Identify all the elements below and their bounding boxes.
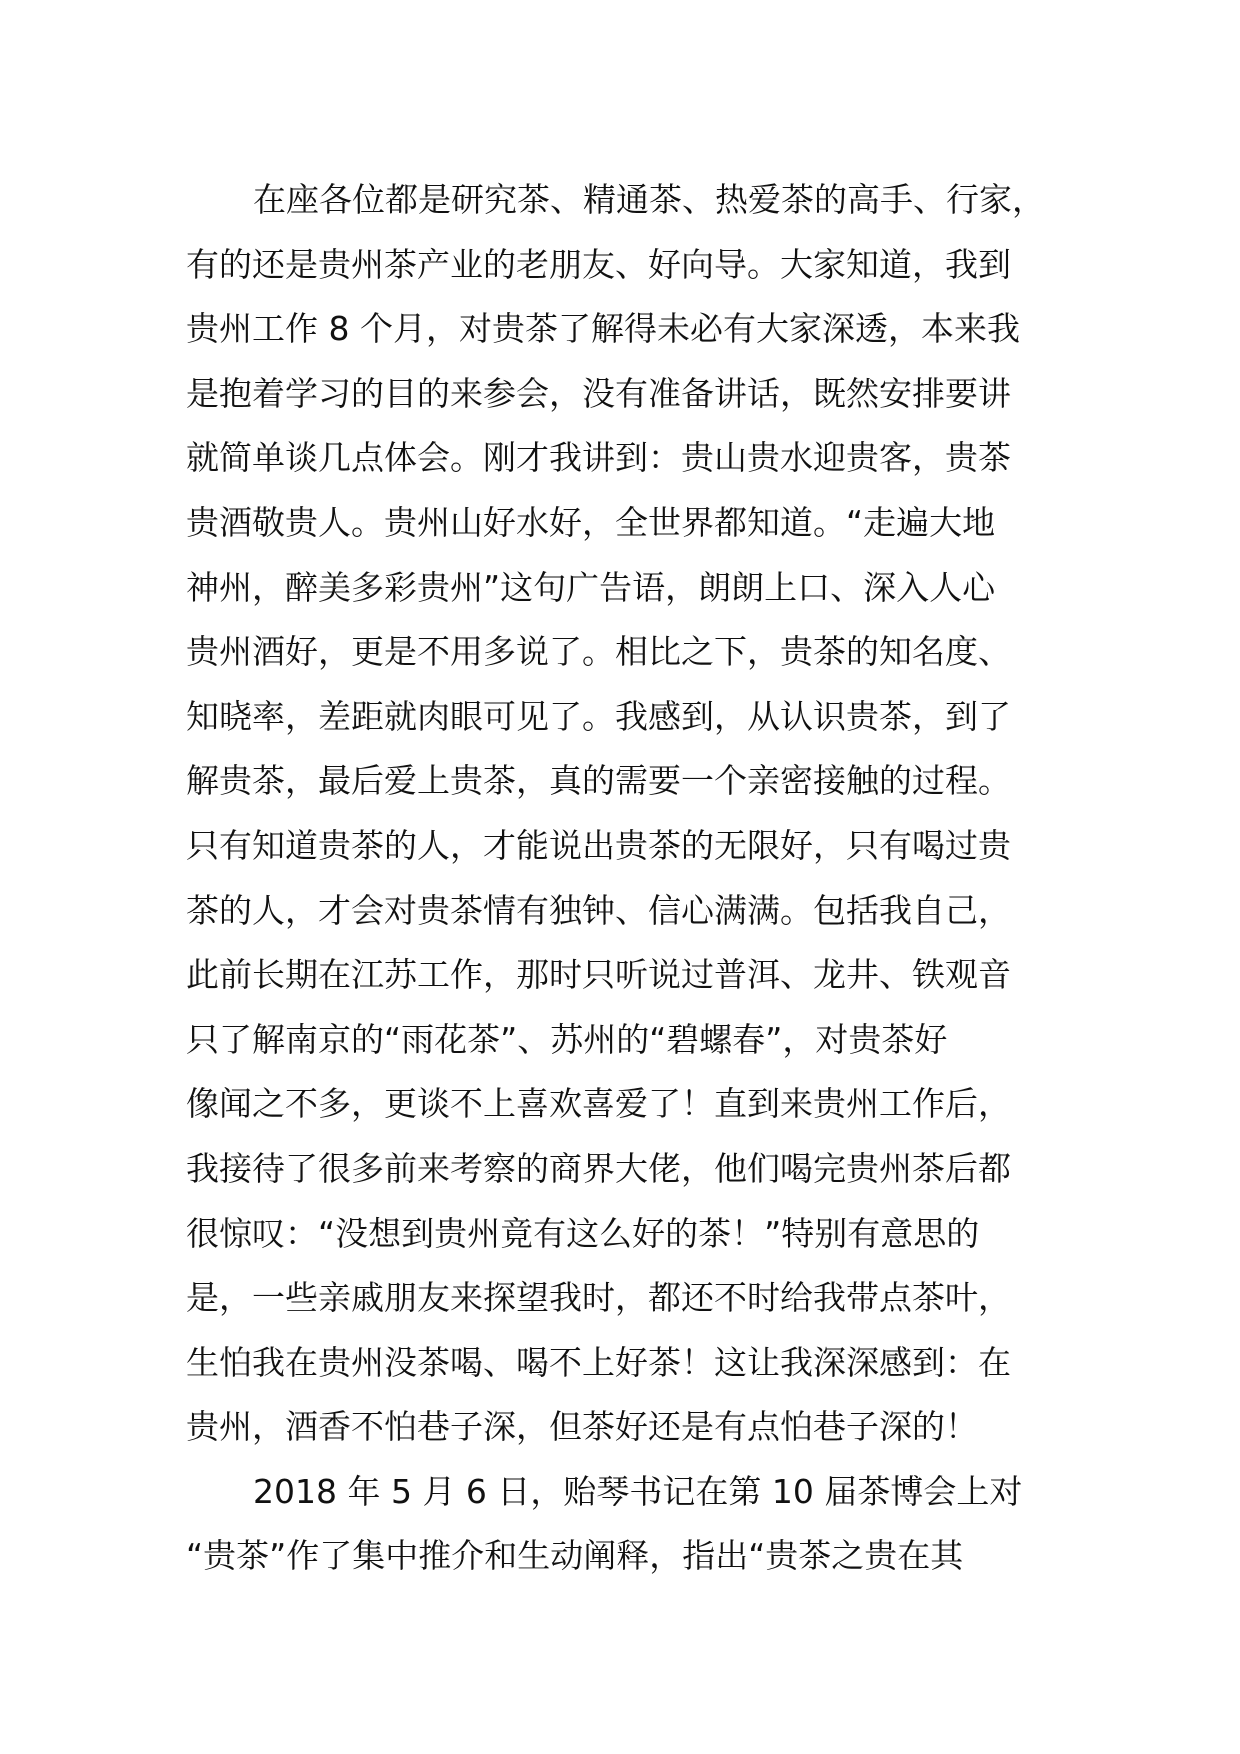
paragraph-line: 是抱着学习的目的来参会，没有准备讲话，既然安排要讲 [186,373,1011,413]
paragraph-line: 是，一些亲戚朋友来探望我时，都还不时给我带点茶叶， [186,1278,1011,1318]
paragraph-line: 贵州工作 8 个月，对贵茶了解得未必有大家深透，本来我 [186,309,1020,349]
paragraph-line: 解贵茶，最后爱上贵茶，真的需要一个亲密接触的过程。 [186,761,1011,801]
paragraph-line: 知晓率，差距就肉眼可见了。我感到，从认识贵茶，到了 [186,696,1011,736]
paragraph-line: 贵酒敬贵人。贵州山好水好，全世界都知道。“走遍大地 [186,502,996,542]
paragraph-line: 生怕我在贵州没茶喝、喝不上好茶！这让我深深感到：在 [186,1342,1011,1382]
paragraph-line: 此前长期在江苏工作，那时只听说过普洱、龙井、铁观音 [186,955,1011,995]
paragraph-line: 就简单谈几点体会。刚才我讲到：贵山贵水迎贵客，贵茶 [186,438,1011,478]
paragraph-line: 神州，醉美多彩贵州”这句广告语，朗朗上口、深入人心 [186,567,996,607]
paragraph-line: 茶的人，才会对贵茶情有独钟、信心满满。包括我自己， [186,890,1011,930]
paragraph-line: “贵茶”作了集中推介和生动阐释，指出“贵茶之贵在其 [186,1536,964,1576]
body-text [186,168,1066,1589]
paragraph-line: 有的还是贵州茶产业的老朋友、好向导。大家知道，我到 [186,244,1011,284]
paragraph-line: 2018 年 5 月 6 日，贻琴书记在第 10 届茶博会上对 [253,1471,1023,1511]
paragraph-line: 在座各位都是研究茶、精通茶、热爱茶的高手、行家， [253,180,1045,219]
paragraph-line: 只有知道贵茶的人，才能说出贵茶的无限好，只有喝过贵 [186,825,1011,865]
paragraph-line: 贵州酒好，更是不用多说了。相比之下，贵茶的知名度、 [186,632,1011,672]
paragraph-line: 我接待了很多前来考察的商界大佬，他们喝完贵州茶后都 [186,1148,1011,1188]
paragraph-line: 很惊叹：“没想到贵州竟有这么好的茶！”特别有意思的 [186,1213,980,1253]
paragraph-line: 只了解南京的“雨花茶”、苏州的“碧螺春”，对贵茶好 [186,1019,948,1059]
paragraph-line: 贵州，酒香不怕巷子深，但茶好还是有点怕巷子深的！ [186,1407,978,1447]
paragraph-line: 像闻之不多，更谈不上喜欢喜爱了！直到来贵州工作后， [186,1084,1011,1124]
